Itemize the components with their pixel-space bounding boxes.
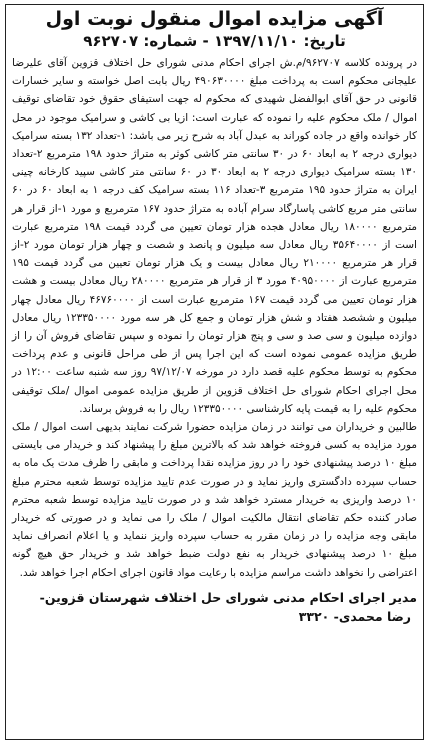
notice-paragraph-2: طالبین و خریداران می توانند در زمان مزایده حضورا شرکت نمایند بدیهی است اموال / ملک مورد مزایده به کسی فروخته خواهد شد که بالاترین مبلغ را پیشنهاد کند و خریدار می بایستی مبلغ ۱۰ درصد پیشنهادی خود را در روز مزایده نقدا پرداخت و مابقی را ظرف مدت یک ماه به حساب سپرده دادگستری واریز نماید و در صورت عدم تایید مزایده توسط شعبه محترم مبلغ ۱۰ درصد واریزی به خریدار مسترد خواهد شد و در صورت تایید مزایده توسط شعبه محترم صادر کننده حکم تقاضای انتقال مالکیت اموال / ملک را می نماید و در صورتی که خریدار مابقی وجه مزایده را در زمان مقرر به حساب سپرده واریز ننماید و یا اعلام انصراف نماید مبلغ ۱۰ درصد پیشنهادی خریدار به نفع دولت ضبط خواهد شد و خریدار حق هیچ گونه اعتراضی را نخواهد داشت مراسم مزایده با رعایت مواد قانون اجرای احکام اجرا خواهد شد. (12, 421, 417, 579)
signature-title: مدیر اجرای احکام مدنی شورای حل اختلاف شهرستان قزوین- (39, 589, 417, 605)
notice-body (12, 54, 417, 582)
meta-separator: - (202, 32, 209, 50)
date-value: ۱۳۹۷/۱۱/۱۰ (214, 32, 299, 50)
signature-block (12, 588, 417, 626)
signature-name: رضا محمدی- ۳۳۲۰ (298, 608, 411, 624)
notice-meta-row (12, 31, 417, 52)
date-label: تاریخ: (303, 32, 346, 50)
number-value: ۹۶۲۷۰۷ (83, 32, 139, 50)
notice-title: آگهی مزایده اموال منقول نوبت اول (45, 8, 384, 30)
number-label: شماره: (143, 32, 198, 50)
notice-frame (5, 4, 424, 740)
notice-paragraph-1: در پرونده کلاسه ۹۶۲۷۰۷/م.ش اجرای احکام مدنی شورای حل اختلاف قزوین آقای علیرضا علیجانی محکوم است به پرداخت مبلغ ۴۹۰۶۳۰۰۰۰ ریال بابت اصل خواسته و سایر خسارات قانونی در حق آقای ابوالفضل شهیدی که محکوم له جهت استیفای حقوق خود تقاضای توقیف اموال / ملک محکوم علیه را نموده که عبارت است: ازیا بی کاشی و سرامیک موجود در محل کار خوانده واقع در جاده کوراند به عبدل آباد به شرح زیر می باشد: ۱-تعداد ۱۳۲ بسته سرامیک دیواری درجه ۲ به ابعاد ۶۰ در ۳۰ سانتی متر کاشی کوثر به متراژ حدود ۱۹۸ مترمربع ۲-تعداد ۱۳۰ بسته سرامیک دیواری درجه ۲ به ابعاد ۳۰ در ۶۰ سانتی متر کاشی سپید کارخانه چینی ایران به متراژ حدود ۱۹۵ مترمربع ۳-تعداد ۱۱۶ بسته سرامیک کف درجه ۱ به ابعاد ۶۰ در ۶۰ سانتی متر مربع کاشی پاسارگاد سرام آباده به متراژ حدود ۱۶۷ مترمربع و مورد ۱-از قرار هر مترمربع ۱۸۰۰۰۰ ریال معادل هجده هزار تومان تعیین می گردد قیمت ۱۹۸ مترمربع عبارت است از ۳۵۶۴۰۰۰۰ ریال معادل سه میلیون و پانصد و شصت و چهار هزار تومان مورد ۲-از قرار هر مترمربع ۲۱۰۰۰۰ ریال معادل بیست و یک هزار تومان تعیین می گردد قیمت ۱۹۵ مترمربع عبارت از ۴۰۹۵۰۰۰۰ مورد ۳ از قرار هر مترمربع ۲۸۰۰۰۰ ریال معادل بیست و هشت هزار تومان تعیین می گردد قیمت ۱۶۷ مترمربع عبارت است از ۴۶۷۶۰۰۰۰ ریال معادل چهار میلیون و ششصد هفتاد و شش هزار تومان و جمع کل هر سه مورد ۱۲۳۳۵۰۰۰۰ ریال معادل دوازده میلیون و سی صد و سی و پنج هزار تومان را نموده و سپس تقاضای فروش آن را از طریق مزایده عمومی نموده است که این اجرا پس از طی مراحل قانونی و عدم پرداخت محکوم به توسط محکوم علیه قصد دارد در مورخه ۹۷/۱۲/۰۷ روز سه شنبه ساعت ۱۲:۰۰ در محل اجرای احکام شورای حل اختلاف قزوین از طریق مزایده عمومی اموال /ملک توقیفی محکوم علیه را به قیمت پایه کارشناسی ۱۲۳۳۵۰۰۰۰ ریال را به فروش برساند. (12, 57, 418, 415)
